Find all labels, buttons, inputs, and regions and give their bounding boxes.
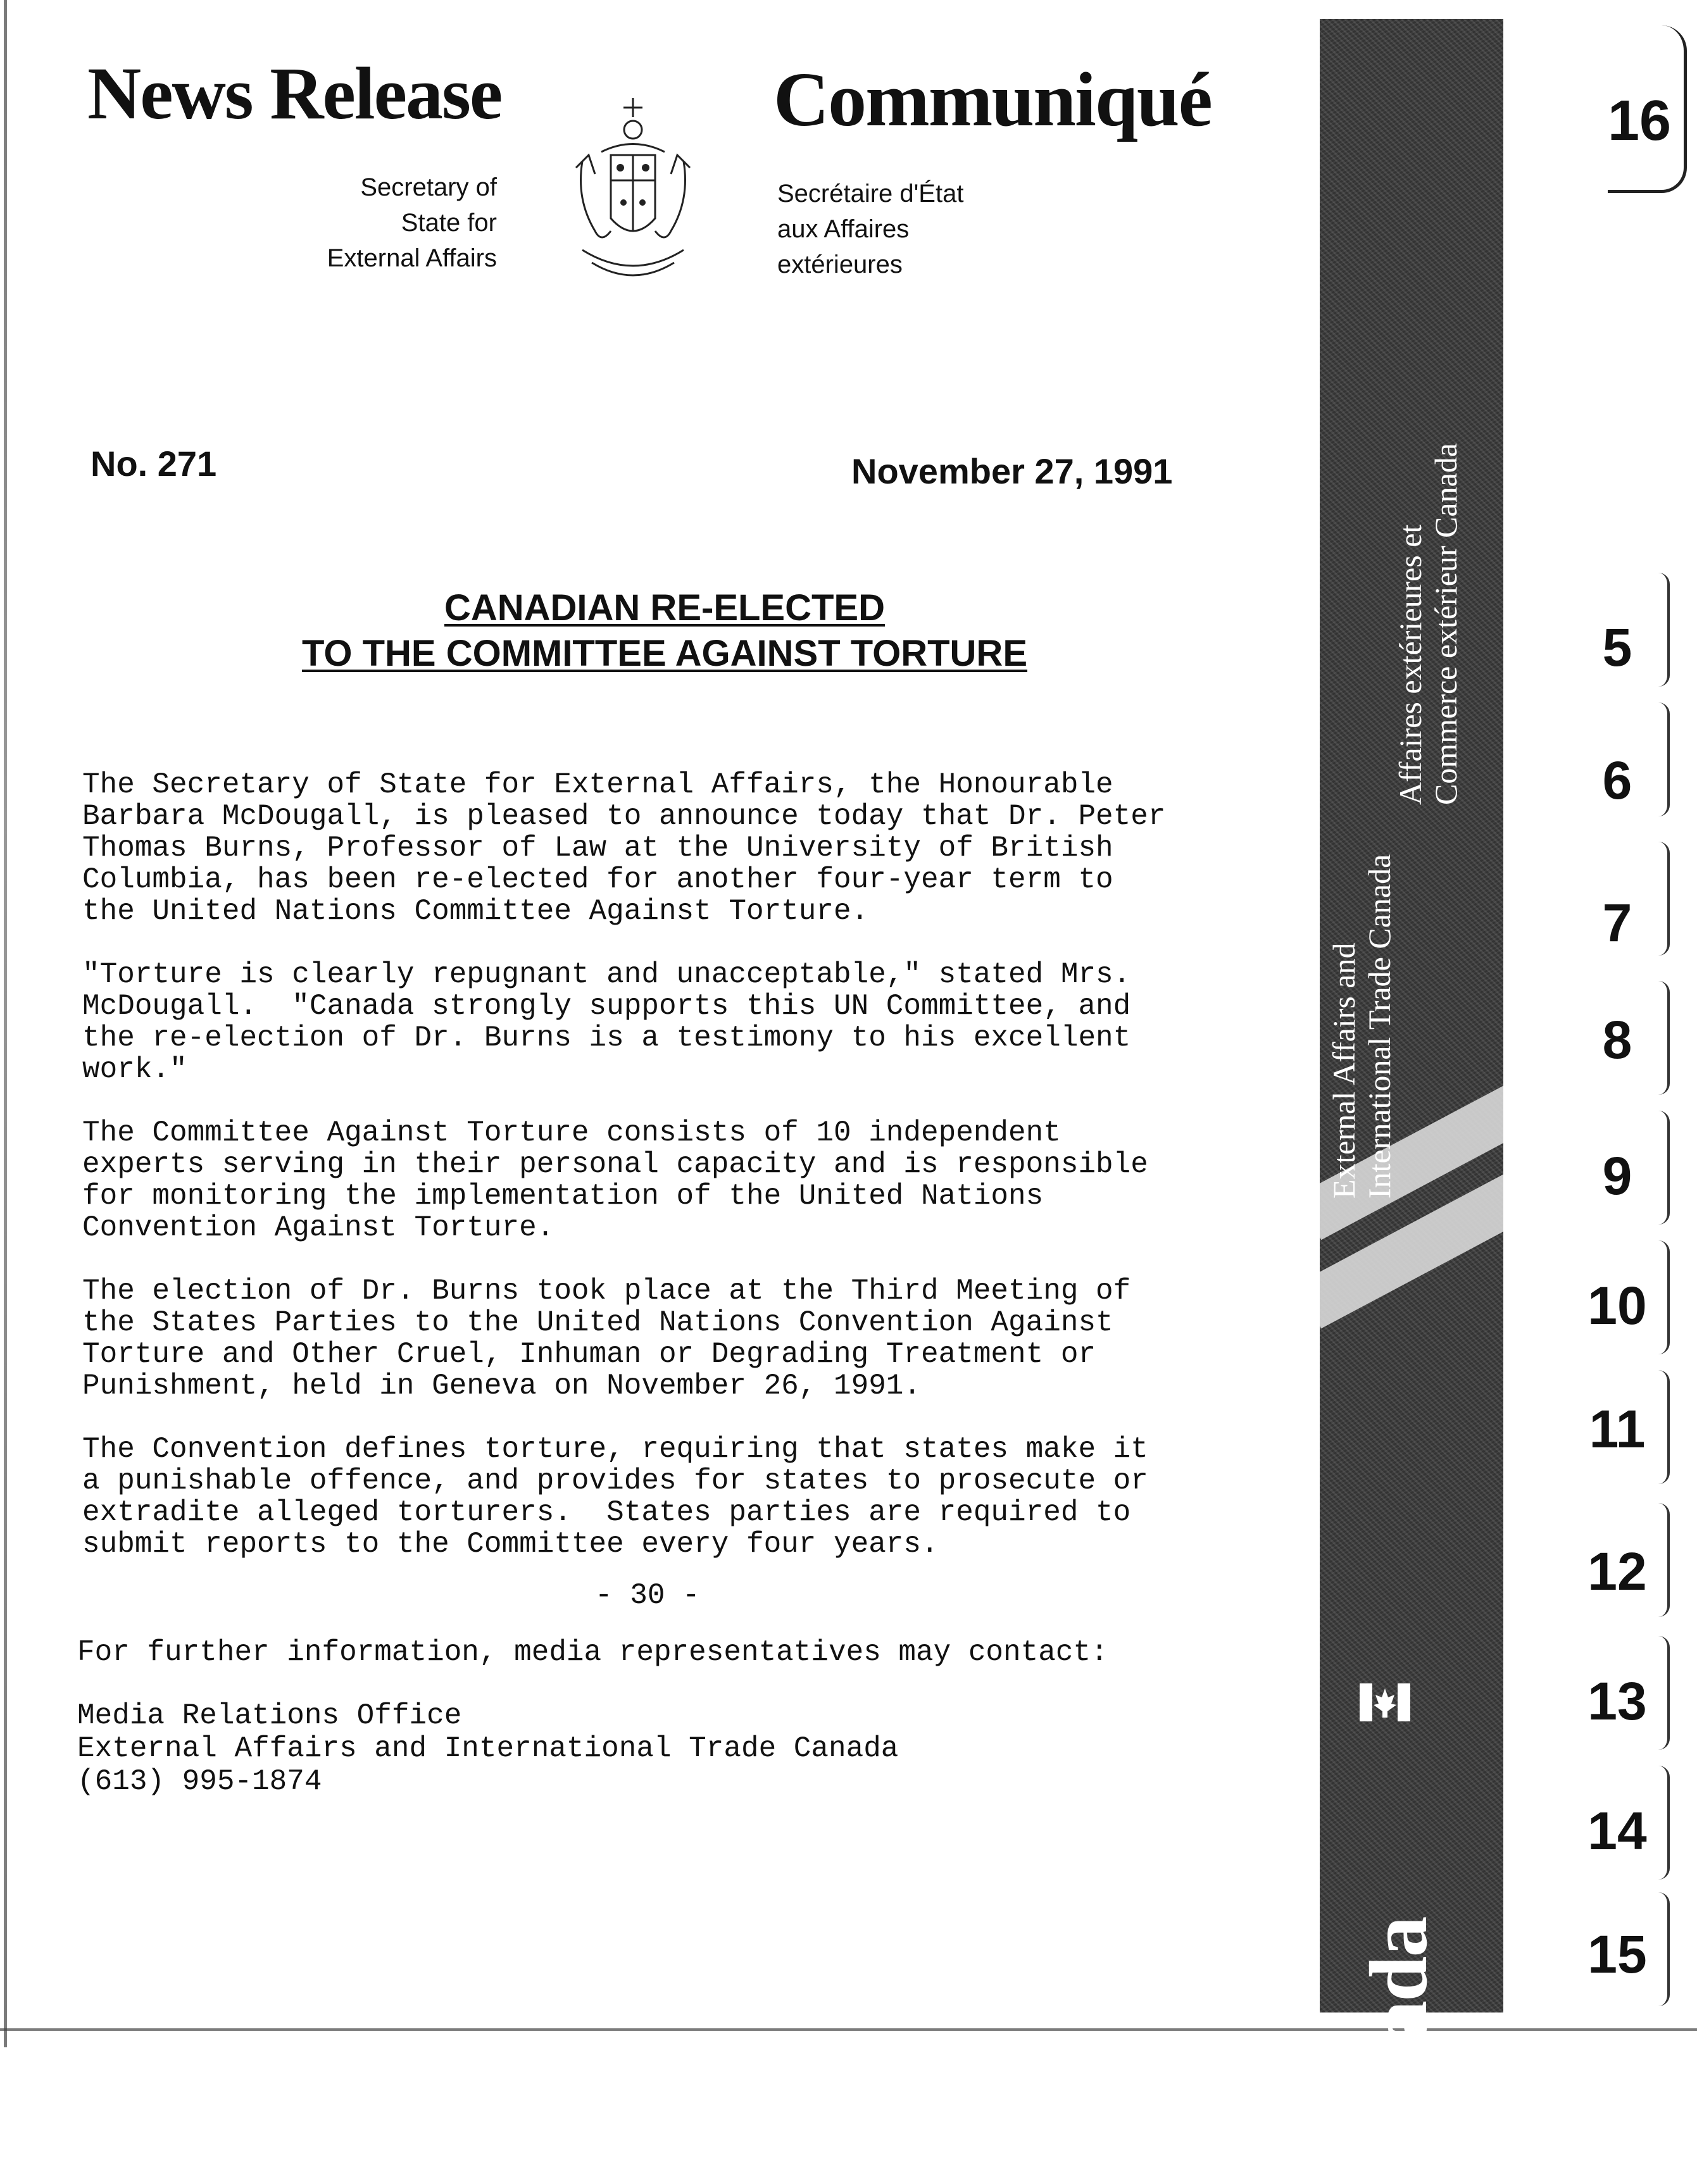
canada-wordmark: Canada xyxy=(1353,1917,1444,2184)
headline-line-text: TO THE COMMITTEE AGAINST TORTURE xyxy=(301,633,1028,674)
paragraph-line: extradite alleged torturers. States parties are required to xyxy=(82,1496,1131,1529)
index-tab-13[interactable]: 13 xyxy=(1587,1671,1647,1731)
strip-french-line: Affaires extérieures et xyxy=(1393,524,1428,805)
paragraph xyxy=(82,959,1260,1085)
paragraph-line: submit reports to the Committee every four years. xyxy=(82,1528,939,1561)
paragraph-line: the States Parties to the United Nations Convention Against xyxy=(82,1306,1113,1339)
contact-line: Media Relations Office xyxy=(77,1699,462,1732)
department-english-line: State for xyxy=(401,209,497,237)
index-tab-12[interactable]: 12 xyxy=(1587,1542,1647,1601)
index-tab-15[interactable]: 15 xyxy=(1587,1925,1647,1984)
paragraph-line: Barbara McDougall, is pleased to announce today that Dr. Peter xyxy=(82,800,1166,833)
paragraph-line: the re-election of Dr. Burns is a testimony to his excellent xyxy=(82,1021,1131,1054)
index-tab-10[interactable]: 10 xyxy=(1587,1276,1647,1335)
headline-line-text: CANADIAN RE-ELECTED xyxy=(444,587,885,628)
strip-english-line: External Affairs and xyxy=(1326,942,1362,1199)
department-english-line: External Affairs xyxy=(327,244,497,272)
paragraph-line: the United Nations Committee Against Torture. xyxy=(82,895,869,928)
paragraph xyxy=(82,1275,1260,1402)
paragraph-line: experts serving in their personal capacity and is responsible xyxy=(82,1148,1148,1181)
index-tab-8[interactable]: 8 xyxy=(1602,1010,1632,1070)
paragraph-line: Torture and Other Cruel, Inhuman or Degrading Treatment or xyxy=(82,1338,1096,1371)
department-french-line: Secrétaire d'État xyxy=(777,180,964,208)
paragraph-line: The Secretary of State for External Affairs, the Honourable xyxy=(82,768,1113,801)
end-marker: - 30 - xyxy=(595,1579,700,1612)
index-tab-6[interactable]: 6 xyxy=(1602,751,1632,810)
paragraph-line: The election of Dr. Burns took place at the Third Meeting of xyxy=(82,1275,1131,1307)
paragraph-line: Punishment, held in Geneva on November 26, 1991. xyxy=(82,1370,922,1402)
contact-block xyxy=(77,1699,898,1798)
strip-english-line: International Trade Canada xyxy=(1362,854,1397,1199)
contact-line: External Affairs and International Trade Canada xyxy=(77,1732,899,1765)
title-news-release: News Release xyxy=(87,52,502,135)
paragraph-line: McDougall. "Canada strongly supports this UN Committee, and xyxy=(82,990,1131,1023)
further-info: For further information, media representatives may contact: xyxy=(77,1636,1108,1669)
strip-english xyxy=(1326,854,1397,1199)
release-number: No. 271 xyxy=(91,444,217,484)
paragraph-line: Columbia, has been re-elected for another four-year term to xyxy=(82,863,1113,896)
coat-of-arms-icon xyxy=(557,92,709,301)
headline-line xyxy=(228,631,1101,677)
strip-french-line: Commerce extérieur Canada xyxy=(1428,443,1463,805)
flag-icon xyxy=(1360,1683,1410,1721)
index-tab-14[interactable]: 14 xyxy=(1587,1801,1647,1861)
department-french xyxy=(777,176,963,282)
index-tab-9[interactable]: 9 xyxy=(1602,1146,1632,1206)
paragraph-line: work." xyxy=(82,1053,187,1086)
release-body xyxy=(82,769,1260,1592)
strip-french xyxy=(1393,443,1463,805)
department-english xyxy=(327,170,497,276)
release-date: November 27, 1991 xyxy=(851,451,1173,491)
paragraph-line: Thomas Burns, Professor of Law at the University of British xyxy=(82,832,1113,864)
paragraph-line: a punishable offence, and provides for states to prosecute or xyxy=(82,1464,1148,1497)
department-french-line: extérieures xyxy=(777,251,903,278)
paragraph-line: Convention Against Torture. xyxy=(82,1211,554,1244)
paragraph xyxy=(82,769,1260,927)
contact-line: (613) 995-1874 xyxy=(77,1765,322,1798)
index-tab-7[interactable]: 7 xyxy=(1602,893,1632,952)
headline xyxy=(228,585,1101,677)
binding-edge xyxy=(4,0,7,2047)
index-tab-5[interactable]: 5 xyxy=(1602,618,1632,677)
paragraph-line: "Torture is clearly repugnant and unacceptable," stated Mrs. xyxy=(82,958,1131,991)
index-tab-11[interactable]: 11 xyxy=(1589,1399,1646,1459)
title-communique: Communiqué xyxy=(773,57,1212,142)
paragraph-line: The Committee Against Torture consists of 10 independent xyxy=(82,1116,1061,1149)
department-english-line: Secretary of xyxy=(360,173,497,201)
paragraph xyxy=(82,1433,1260,1560)
headline-line xyxy=(228,585,1101,631)
department-french-line: aux Affaires xyxy=(777,215,910,243)
paragraph xyxy=(82,1117,1260,1244)
paragraph-line: The Convention defines torture, requiring that states make it xyxy=(82,1433,1148,1466)
index-tab-16[interactable]: 16 xyxy=(1608,89,1672,153)
paragraph-line: for monitoring the implementation of the United Nations xyxy=(82,1180,1044,1213)
